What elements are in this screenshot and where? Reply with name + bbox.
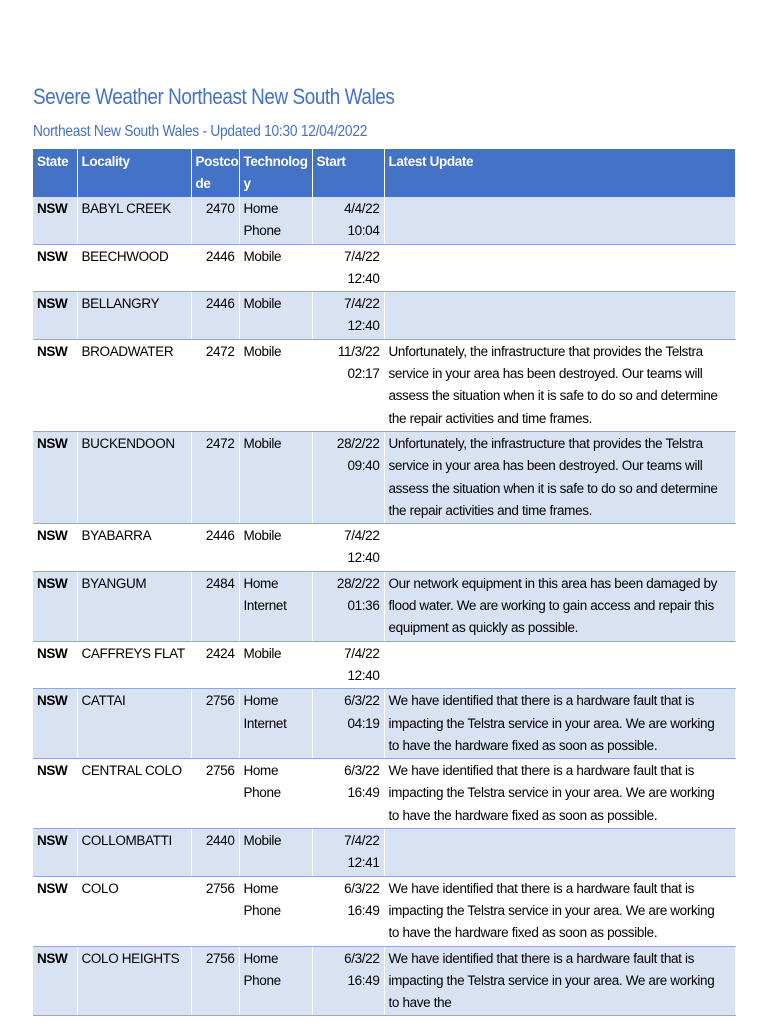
cell-technology: Mobile [239,829,312,877]
cell-technology: Home Phone [239,876,312,946]
cell-locality: COLLOMBATTI [77,829,191,877]
cell-latest-update: Unfortunately, the infrastructure that provides the Telstra service in your area has been destroyed. Our teams will assess the situation when it is safe to do so and determine the repair activities and time frames. [384,431,735,523]
cell-state: NSW [33,244,77,292]
cell-locality: BEECHWOOD [77,244,191,292]
cell-start: 28/2/22 01:36 [312,571,384,641]
cell-postcode: 2446 [191,292,239,340]
cell-technology: Home Internet [239,689,312,759]
cell-technology: Home Phone [239,197,312,244]
cell-postcode: 2446 [191,524,239,572]
cell-postcode: 2484 [191,571,239,641]
col-header-postcode: Postco de [191,149,239,197]
cell-technology: Mobile [239,431,312,523]
page-title: Severe Weather Northeast New South Wales [33,84,395,109]
cell-latest-update: Our network equipment in this area has been damaged by flood water. We are working to gain access and repair this equipment as quickly as possible. [384,571,735,641]
cell-start: 7/4/22 12:40 [312,292,384,340]
cell-state: NSW [33,339,77,431]
outage-table [33,149,736,1016]
cell-state: NSW [33,197,77,244]
cell-postcode: 2472 [191,431,239,523]
table-row [33,244,735,292]
cell-state: NSW [33,292,77,340]
cell-technology: Mobile [239,641,312,689]
table-row [33,946,735,1016]
cell-state: NSW [33,641,77,689]
cell-latest-update [384,244,735,292]
cell-technology: Home Internet [239,571,312,641]
cell-start: 6/3/22 04:19 [312,689,384,759]
cell-start: 7/4/22 12:41 [312,829,384,877]
cell-latest-update: We have identified that there is a hardware fault that is impacting the Telstra service in your area. We are working to have the hardware fixed as soon as possible. [384,689,735,759]
cell-technology: Home Phone [239,946,312,1016]
cell-start: 28/2/22 09:40 [312,431,384,523]
cell-latest-update: We have identified that there is a hardware fault that is impacting the Telstra service in your area. We are working to have the hardware fixed as soon as possible. [384,759,735,829]
cell-latest-update [384,641,735,689]
cell-locality: BROADWATER [77,339,191,431]
cell-start: 4/4/22 10:04 [312,197,384,244]
cell-latest-update: Unfortunately, the infrastructure that provides the Telstra service in your area has been destroyed. Our teams will assess the situation when it is safe to do so and determine the repair activities and time frames. [384,339,735,431]
cell-start: 7/4/22 12:40 [312,524,384,572]
cell-technology: Mobile [239,292,312,340]
cell-technology: Mobile [239,524,312,572]
cell-state: NSW [33,524,77,572]
cell-start: 11/3/22 02:17 [312,339,384,431]
cell-start: 6/3/22 16:49 [312,946,384,1016]
cell-state: NSW [33,431,77,523]
cell-technology: Home Phone [239,759,312,829]
cell-latest-update [384,829,735,877]
cell-locality: CENTRAL COLO [77,759,191,829]
cell-state: NSW [33,946,77,1016]
table-row [33,339,735,431]
cell-locality: BELLANGRY [77,292,191,340]
cell-postcode: 2470 [191,197,239,244]
cell-postcode: 2440 [191,829,239,877]
table-row [33,829,735,877]
table-header-row [33,149,735,197]
table-row [33,197,735,244]
table-row [33,571,735,641]
table-row [33,876,735,946]
cell-postcode: 2756 [191,876,239,946]
cell-latest-update: We have identified that there is a hardware fault that is impacting the Telstra service in your area. We are working to have the hardware fixed as soon as possible. [384,876,735,946]
col-header-state: State [33,149,77,197]
col-header-start: Start [312,149,384,197]
cell-latest-update [384,197,735,244]
table-row [33,689,735,759]
cell-technology: Mobile [239,339,312,431]
cell-postcode: 2756 [191,689,239,759]
col-header-technology: Technolog y [239,149,312,197]
cell-state: NSW [33,689,77,759]
table-row [33,641,735,689]
cell-latest-update [384,524,735,572]
cell-locality: BYANGUM [77,571,191,641]
cell-latest-update: We have identified that there is a hardware fault that is impacting the Telstra service in your area. We are working to have the [384,946,735,1016]
cell-latest-update [384,292,735,340]
col-header-locality: Locality [77,149,191,197]
cell-state: NSW [33,759,77,829]
cell-state: NSW [33,876,77,946]
cell-start: 7/4/22 12:40 [312,244,384,292]
cell-postcode: 2756 [191,946,239,1016]
table-row [33,292,735,340]
page-subtitle: Northeast New South Wales - Updated 10:30 12/04/2022 [33,123,368,140]
cell-postcode: 2756 [191,759,239,829]
cell-postcode: 2446 [191,244,239,292]
cell-locality: COLO [77,876,191,946]
cell-start: 6/3/22 16:49 [312,876,384,946]
cell-technology: Mobile [239,244,312,292]
cell-locality: BABYL CREEK [77,197,191,244]
cell-state: NSW [33,571,77,641]
cell-postcode: 2472 [191,339,239,431]
cell-locality: COLO HEIGHTS [77,946,191,1016]
table-row [33,759,735,829]
cell-start: 6/3/22 16:49 [312,759,384,829]
table-row [33,524,735,572]
cell-locality: CAFFREYS FLAT [77,641,191,689]
cell-state: NSW [33,829,77,877]
cell-locality: CATTAI [77,689,191,759]
cell-locality: BYABARRA [77,524,191,572]
cell-postcode: 2424 [191,641,239,689]
cell-locality: BUCKENDOON [77,431,191,523]
table-row [33,431,735,523]
cell-start: 7/4/22 12:40 [312,641,384,689]
col-header-latest-update: Latest Update [384,149,735,197]
